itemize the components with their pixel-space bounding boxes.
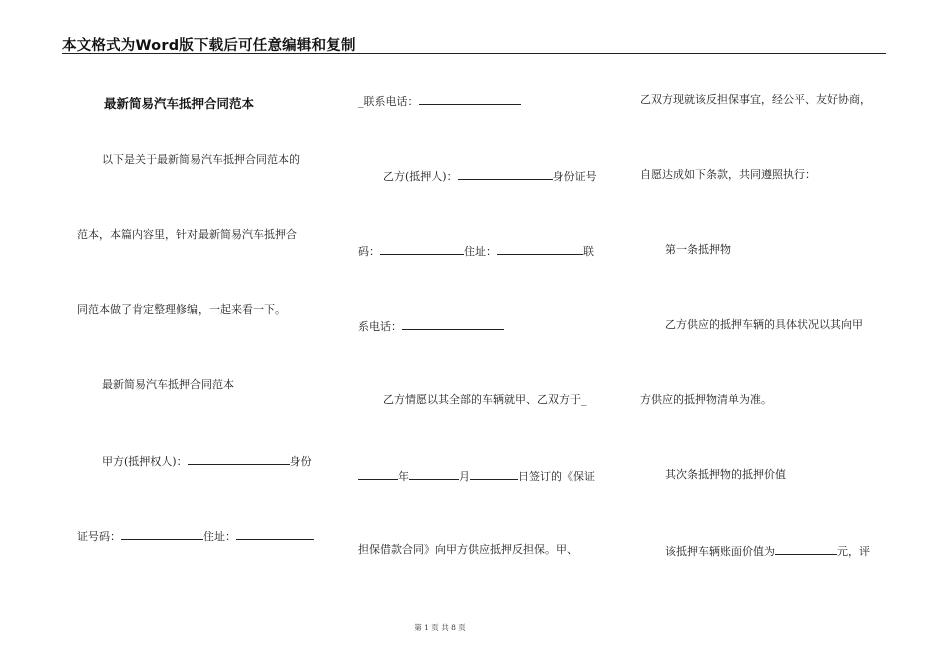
party-b-label: 乙方(抵押人)： [383,170,458,183]
clause-intro-line: 乙方情愿以其全部的车辆就甲、乙双方于_ [383,393,587,406]
article-2-text-head: 该抵押车辆账面价值为 [665,545,775,558]
article-2-value-blank [775,543,837,555]
party-a-id-tail: 身份 [289,455,312,468]
day-signed-label: 日签订的《保证 [518,470,595,483]
party-b-id-tail: 身份证号 [552,170,597,183]
month-label: 月 [459,470,470,483]
intro-line-3: 同范本做了肯定整理修编，一起来看一下。 [77,303,286,316]
party-b-id-line [358,243,594,259]
party-a-addr-blank [236,528,314,540]
party-a-name-blank [188,453,290,465]
clause-cont-line: 担保借款合同》向甲方供应抵押反担保。甲、 [358,543,578,556]
party-a-id-blank [121,528,203,540]
col3-line-2: 自愿达成如下条款，共同遵照执行： [640,168,816,181]
year-blank [358,468,398,480]
signing-date-line [358,468,595,484]
page-number: 第 1 页 共 8 页 [414,623,466,632]
party-b-contact-tail: 系电话： [358,320,402,333]
party-a-addr-label: 住址： [203,530,236,543]
party-b-addr-blank [497,243,583,255]
article-2-heading: 其次条抵押物的抵押价值 [665,468,786,481]
party-b-addr-label: 住址： [464,245,497,258]
party-a-line [102,453,312,469]
year-label: 年 [398,470,409,483]
party-a-contact-label: _联系电话： [358,95,419,108]
party-b-contact-blank [402,318,504,330]
intro-line-1: 以下是关于最新简易汽车抵押合同范本的 [102,153,300,166]
party-a-id-label: 证号码： [77,530,121,543]
month-blank [409,468,459,480]
document-header-title: 本文格式为Word版下载后可任意编辑和复制 [62,38,356,54]
party-a-id-line [77,528,314,544]
party-a-contact-blank [419,93,521,105]
party-b-contact-line [358,318,504,334]
contract-subtitle: 最新简易汽车抵押合同范本 [102,378,234,391]
party-b-contact-head: 联 [583,245,594,258]
day-blank [470,468,518,480]
article-1-heading: 第一条抵押物 [665,243,731,256]
party-a-label: 甲方(抵押权人)： [102,455,188,468]
party-a-contact-line [358,93,521,109]
article-2-text-line [665,543,870,559]
party-b-name-blank [458,168,553,180]
col3-line-1: 乙双方现就该反担保事宜，经公平、友好协商， [640,93,871,106]
party-b-id-head: 码： [358,245,380,258]
header-divider [62,53,886,54]
intro-line-2: 范本，本篇内容里，针对最新简易汽车抵押合 [77,228,297,241]
article-1-text-1: 乙方供应的抵押车辆的具体状况以其向甲 [665,318,863,331]
document-title: 最新简易汽车抵押合同范本 [104,96,255,111]
party-b-line [383,168,597,184]
party-b-id-blank [380,243,464,255]
article-1-text-2: 方供应的抵押物清单为准。 [640,393,772,406]
article-2-text-tail: 元，评 [837,545,870,558]
